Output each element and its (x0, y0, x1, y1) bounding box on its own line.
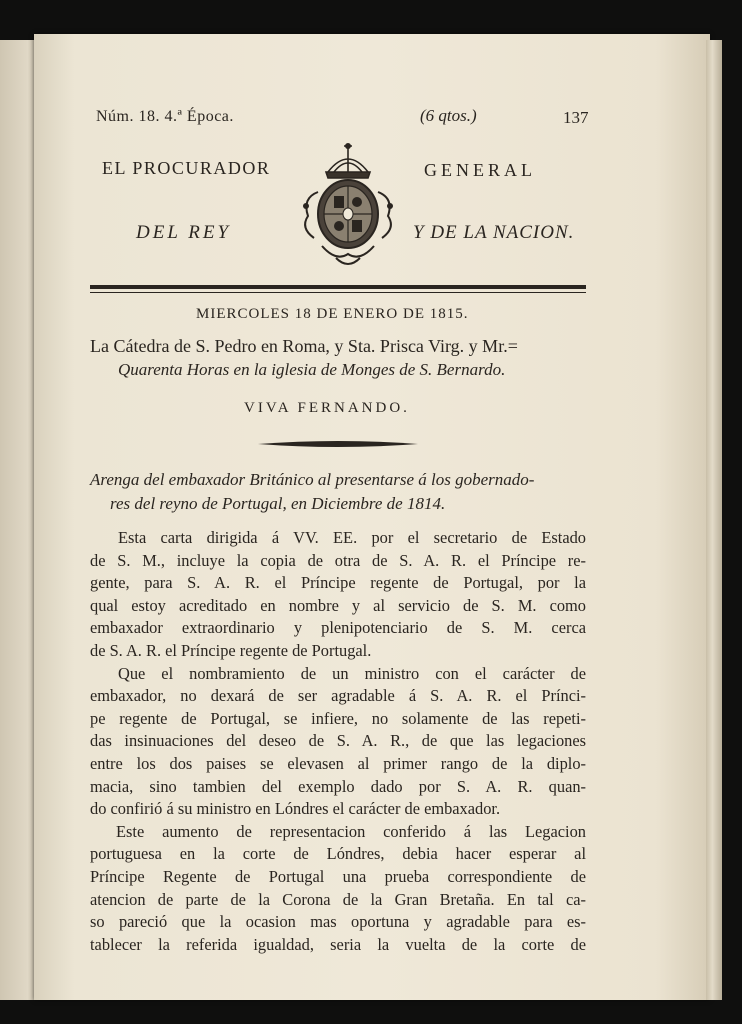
royal-coat-of-arms-icon (296, 142, 400, 270)
saints-day-line-2: Quarenta Horas en la iglesia de Monges de S. Bernardo. (118, 360, 506, 379)
issue-date: MIERCOLES 18 DE ENERO DE 1815. (196, 306, 469, 322)
article-heading-line-1: Arenga del embaxador Británico al presentarse á los gobernado- (90, 470, 535, 489)
body-text-line: pe regente de Portugal, se infiere, no solamente de las repeti- (90, 708, 586, 728)
masthead-title-right: GENERAL (424, 160, 536, 180)
body-text-line: entre los dos paises se elevasen al primer rango de la diplo- (90, 754, 586, 773)
body-text-line: embaxador extraordinario y plenipotenciario de S. M. cerca (90, 618, 586, 638)
masthead-rule-thin (90, 292, 586, 293)
article-heading-line-2: res del reyno de Portugal, en Diciembre de 1814. (110, 494, 446, 513)
page-number: 137 (563, 108, 589, 127)
body-text-line: embaxador, no dexará de ser agradable á S. A. R. el Prínci- (90, 686, 586, 706)
masthead-subtitle-right: Y DE LA NACION. (413, 222, 575, 243)
body-text-line: portuguesa en la corte de Lóndres, debia hacer esperar al (90, 844, 586, 864)
body-text-line: so pareció que la ocasion mas oportuna y agradable para es- (90, 912, 586, 932)
masthead-rule-thick (90, 285, 586, 289)
body-text-line: de S. M., incluye la copia de otra de S. A. R. el Príncipe re- (90, 550, 586, 570)
body-text-line: do confirió á su ministro en Lóndres el carácter de embaxador. (90, 799, 501, 819)
body-text-line: tablecer la referida igualdad, seria la vuelta de la corte de (90, 934, 586, 954)
masthead-title-left: EL PROCURADOR (102, 158, 271, 178)
issue-number: Núm. 18. 4.ª Época. (96, 108, 234, 125)
body-text-line: Este aumento de representacion conferido á las Legacion (116, 821, 586, 841)
quires-count: (6 qtos.) (420, 106, 477, 125)
body-text-line: gente, para S. A. R. el Príncipe regente de Portugal, por la (90, 573, 586, 593)
body-text-line: Que el nombramiento de un ministro con el carácter de (118, 663, 586, 683)
saints-day-line-1: La Cátedra de S. Pedro en Roma, y Sta. Prisca Virg. y Mr.= (90, 336, 518, 356)
body-text-line: qual estoy acreditado en nombre y al servicio de S. M. como (90, 595, 586, 615)
body-text-line: das insinuaciones del deseo de S. A. R., de que las legaciones (90, 731, 586, 751)
page-stack-edge (706, 40, 722, 1000)
motto: VIVA FERNANDO. (244, 400, 410, 416)
body-text-line: Esta carta dirigida á VV. EE. por el secretario de Estado (118, 528, 586, 547)
masthead-subtitle-left: DEL REY (136, 222, 232, 243)
body-text-line: macia, sino tambien del exemplo dado por S. A. R. quan- (90, 776, 586, 796)
body-text-line: de S. A. R. el Príncipe regente de Portugal. (90, 641, 372, 660)
body-text-line: atencion de parte de la Corona de la Gran Bretaña. En tal ca- (90, 889, 586, 909)
ornamental-divider-icon (258, 440, 418, 448)
body-text-line: Príncipe Regente de Portugal una prueba correspondiente de (90, 867, 586, 886)
